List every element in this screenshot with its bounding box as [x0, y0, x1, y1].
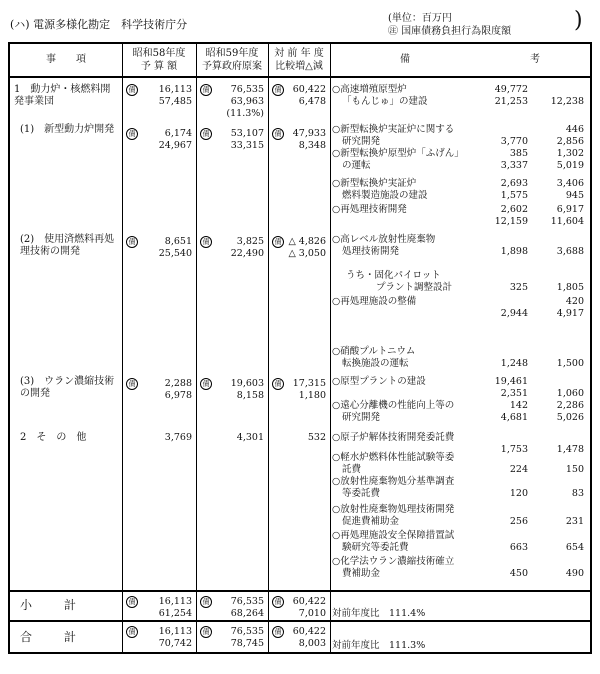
remark-text: ○高速増殖原型炉 — [332, 84, 407, 95]
remark-amount: 1,060 — [556, 388, 584, 399]
value: 76,535 — [230, 626, 264, 637]
seal-icon: 債 — [272, 84, 284, 96]
remark-amount: 83 — [571, 488, 584, 499]
value: 25,540 — [158, 248, 192, 259]
col-header-diff-line1: 対 前 年 度 — [274, 48, 324, 59]
seal-icon: 債 — [200, 84, 212, 96]
remark-amount: 2,286 — [556, 400, 584, 411]
remark-amount: 49,772 — [494, 84, 528, 95]
remark-text: ○放射性廃棄物処理技術開発 — [332, 504, 455, 515]
grid-line — [268, 44, 269, 652]
remark-amount: 2,693 — [500, 178, 528, 189]
seal-icon: 債 — [126, 378, 138, 390]
remark-amount: 12,238 — [550, 96, 584, 107]
remark-text: ○新型転換炉実証炉に関する — [332, 124, 455, 135]
cell-fy58 — [138, 128, 192, 152]
remark-text: ○遠心分離機の性能向上等の — [332, 400, 455, 411]
value: 2,288 — [164, 378, 192, 389]
remark-text: ○化学法ウラン濃縮技術確立 — [332, 556, 455, 567]
unit-note — [388, 12, 511, 38]
seal-icon: 債 — [272, 128, 284, 140]
col-header-fy59-line1: 昭和59年度 — [205, 48, 259, 59]
remark-text: 促進費補助金 — [342, 516, 400, 527]
remark-text: ○再処理技術開発 — [332, 204, 407, 215]
value: 8,348 — [298, 140, 326, 151]
value: 53,107 — [230, 128, 264, 139]
col-header-remarks-1: 備 — [400, 54, 410, 65]
remark-text: 託費 — [342, 464, 362, 475]
value: 17,315 — [292, 378, 326, 389]
remark-text: ○新型転換炉原型炉「ふげん」 — [332, 148, 464, 159]
remark-amount: 450 — [509, 568, 528, 579]
remark-amount: 446 — [565, 124, 584, 135]
grid-line — [10, 620, 590, 622]
bracket-close: ) — [574, 8, 583, 33]
remark-amount: 385 — [509, 148, 528, 159]
grid-line — [196, 44, 197, 652]
remark-amount: 1,302 — [556, 148, 584, 159]
remark-text: ○再処理施設の整備 — [332, 296, 417, 307]
cell-diff — [282, 128, 326, 152]
remark-amount: 142 — [509, 400, 528, 411]
cell-diff — [282, 236, 326, 260]
remark-amount: 256 — [509, 516, 528, 527]
total-label: 合 計 — [20, 630, 87, 644]
value: △ 4,826 — [288, 236, 326, 247]
value: 70,742 — [158, 638, 192, 649]
cell-fy59 — [212, 236, 264, 260]
value: 16,113 — [158, 626, 192, 637]
page-title: (ハ) 電源多様化勘定 科学技術庁分 — [10, 18, 188, 31]
col-header-fy59 — [196, 47, 268, 73]
seal-icon: 債 — [126, 626, 138, 638]
remark-text: ○原型プラントの建設 — [332, 376, 426, 387]
row-label: (1) 新型動力炉開発 — [20, 124, 115, 135]
remark-text: 験研究等委託費 — [342, 542, 409, 553]
cell-fy58: 3,769 — [164, 432, 192, 443]
remark-amount: 19,461 — [494, 376, 528, 387]
remark-amount: 5,026 — [556, 412, 584, 423]
value: 33,315 — [230, 140, 264, 151]
remark-amount: 420 — [565, 296, 584, 307]
cell-fy58 — [138, 84, 192, 108]
remark-amount: 2,602 — [500, 204, 528, 215]
value: 3,825 — [236, 236, 264, 247]
subtotal-ratio: 対前年度比 111.4% — [332, 608, 426, 619]
remark-amount: 1,805 — [556, 282, 584, 293]
remark-text: ○新型転換炉実証炉 — [332, 178, 417, 189]
grid-line — [330, 44, 331, 652]
remark-text: ○高レベル放射性廃棄物 — [332, 234, 436, 245]
value: 8,651 — [164, 236, 192, 247]
cell-fy58 — [138, 236, 192, 260]
remark-amount: 6,917 — [556, 204, 584, 215]
remark-text: の運転 — [342, 160, 371, 171]
unit-line-1: (単位：百万円 — [388, 13, 452, 24]
seal-icon: 債 — [200, 236, 212, 248]
remark-amount: 1,575 — [500, 190, 528, 201]
remark-amount: 4,681 — [500, 412, 528, 423]
remark-amount: 11,604 — [550, 216, 584, 227]
seal-icon: 債 — [272, 596, 284, 608]
value: 6,174 — [164, 128, 192, 139]
value: 60,422 — [292, 596, 326, 607]
cell-fy59 — [212, 84, 264, 120]
remark-amount: 1,248 — [500, 358, 528, 369]
cell-fy59 — [212, 128, 264, 152]
remark-amount: 3,337 — [500, 160, 528, 171]
remark-amount: 1,898 — [500, 246, 528, 257]
value: 16,113 — [158, 596, 192, 607]
col-header-fy58-line1: 昭和58年度 — [132, 48, 186, 59]
remark-text: うち・固化パイロット — [346, 270, 441, 281]
remark-amount: 2,351 — [500, 388, 528, 399]
value: 47,933 — [292, 128, 326, 139]
remark-text: ○再処理施設安全保障措置試 — [332, 530, 455, 541]
seal-icon: 債 — [200, 128, 212, 140]
cell-diff — [282, 626, 326, 650]
value: 22,490 — [230, 248, 264, 259]
col-header-diff-line2: 比較増△減 — [275, 61, 323, 72]
remark-text: 処理技術開発 — [342, 246, 400, 257]
remark-amount: 12,159 — [494, 216, 528, 227]
row-label: (2) 使用済燃料再処理技術の開発 — [20, 234, 115, 257]
total-ratio: 対前年度比 111.3% — [332, 640, 426, 651]
row-label: 1 動力炉・核燃料開発事業団 — [14, 84, 111, 107]
grid-line — [122, 44, 123, 652]
value: 60,422 — [292, 626, 326, 637]
remark-amount: 325 — [509, 282, 528, 293]
value: 57,485 — [158, 96, 192, 107]
value: 1,180 — [298, 390, 326, 401]
remark-text: プラント調整設計 — [376, 282, 453, 293]
remark-amount: 150 — [565, 464, 584, 475]
remark-amount: 663 — [509, 542, 528, 553]
value: 6,478 — [298, 96, 326, 107]
value: 68,264 — [230, 608, 264, 619]
budget-table — [8, 42, 592, 654]
remark-text: ○軽水炉燃料体性能試験等委 — [332, 452, 455, 463]
cell-fy58 — [138, 378, 192, 402]
col-header-item: 事 項 — [46, 54, 86, 65]
col-header-diff — [268, 47, 330, 73]
row-label: (3) ウラン濃縮技術の開発 — [20, 376, 115, 399]
cell-fy59 — [212, 596, 264, 620]
value: (11.3%) — [226, 108, 264, 119]
seal-icon: 債 — [126, 596, 138, 608]
remark-text: 「もんじゅ」の建設 — [342, 96, 428, 107]
seal-icon: 債 — [126, 84, 138, 96]
remark-text: ○原子炉解体技術開発委託費 — [332, 432, 455, 443]
remark-text: ○放射性廃棄物処分基準調査 — [332, 476, 455, 487]
value: 78,745 — [230, 638, 264, 649]
value: 16,113 — [158, 84, 192, 95]
col-header-fy58-line2: 予 算 額 — [140, 61, 178, 72]
cell-fy59: 4,301 — [236, 432, 264, 443]
value: 76,535 — [230, 84, 264, 95]
seal-icon: 債 — [272, 626, 284, 638]
value: 8,003 — [298, 638, 326, 649]
remark-amount: 120 — [509, 488, 528, 499]
cell-fy58 — [138, 626, 192, 650]
remark-text: 等委託費 — [342, 488, 381, 499]
cell-diff — [282, 596, 326, 620]
remark-amount: 4,917 — [556, 308, 584, 319]
col-header-remarks-2: 考 — [530, 54, 540, 65]
remark-amount: 1,753 — [500, 444, 528, 455]
value: 6,978 — [164, 390, 192, 401]
value: 76,535 — [230, 596, 264, 607]
remark-text: 研究開発 — [342, 412, 381, 423]
value: 24,967 — [158, 140, 192, 151]
seal-icon: 債 — [126, 236, 138, 248]
grid-line — [10, 76, 590, 78]
col-header-fy59-line2: 予算政府原案 — [202, 61, 262, 72]
cell-diff — [282, 378, 326, 402]
unit-line-2: ㊟ 国庫債務負担行為限度額 — [388, 26, 512, 37]
remark-amount: 654 — [565, 542, 584, 553]
remark-amount: 224 — [509, 464, 528, 475]
seal-icon: 債 — [200, 378, 212, 390]
value: 8,158 — [236, 390, 264, 401]
cell-fy59 — [212, 626, 264, 650]
remark-amount: 3,406 — [556, 178, 584, 189]
seal-icon: 債 — [200, 626, 212, 638]
cell-fy59 — [212, 378, 264, 402]
seal-icon: 債 — [200, 596, 212, 608]
value: 7,010 — [298, 608, 326, 619]
remark-amount: 945 — [565, 190, 584, 201]
value: △ 3,050 — [288, 248, 326, 259]
grid-line — [10, 590, 590, 592]
seal-icon: 債 — [272, 378, 284, 390]
seal-icon: 債 — [126, 128, 138, 140]
remark-amount: 1,500 — [556, 358, 584, 369]
cell-fy58 — [138, 596, 192, 620]
value: 19,603 — [230, 378, 264, 389]
col-header-fy58 — [122, 47, 196, 73]
value: 63,963 — [230, 96, 264, 107]
subtotal-label: 小 計 — [20, 598, 87, 612]
remark-amount: 3,688 — [556, 246, 584, 257]
value: 61,254 — [158, 608, 192, 619]
remark-amount: 5,019 — [556, 160, 584, 171]
remark-text: 研究開発 — [342, 136, 381, 147]
cell-diff — [282, 84, 326, 108]
remark-amount: 490 — [565, 568, 584, 579]
remark-amount: 2,944 — [500, 308, 528, 319]
remark-text: 転換施設の運転 — [342, 358, 409, 369]
remark-amount: 2,856 — [556, 136, 584, 147]
cell-diff: 532 — [307, 432, 326, 443]
row-label: 2 そ の 他 — [20, 432, 87, 443]
remark-text: 費補助金 — [342, 568, 381, 579]
remark-amount: 3,770 — [500, 136, 528, 147]
seal-icon: 債 — [272, 236, 284, 248]
remark-text: 燃料製造施設の建設 — [342, 190, 428, 201]
value: 60,422 — [292, 84, 326, 95]
remark-amount: 21,253 — [494, 96, 528, 107]
remark-amount: 1,478 — [556, 444, 584, 455]
remark-text: ○硝酸プルトニウム — [332, 346, 416, 357]
remark-amount: 231 — [565, 516, 584, 527]
